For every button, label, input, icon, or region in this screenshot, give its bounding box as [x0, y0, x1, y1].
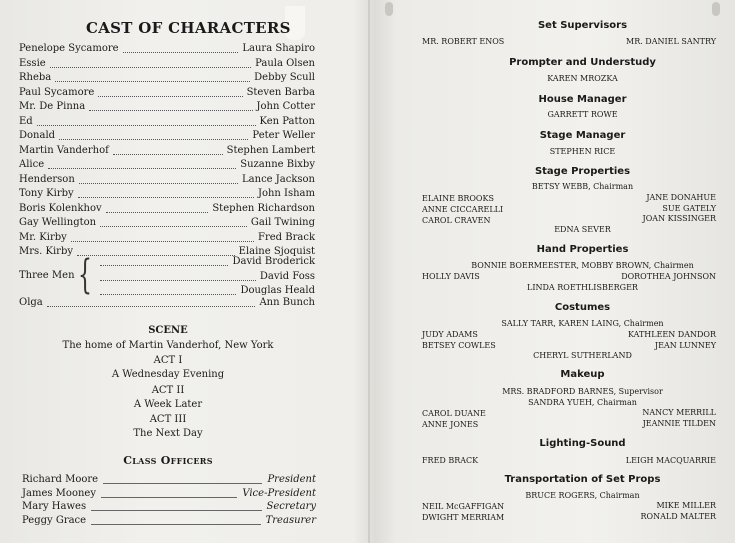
leader-dots — [100, 226, 247, 227]
leader-dots — [100, 294, 236, 295]
name: KATHLEEN DANDOR — [627, 330, 716, 339]
name: SUE GATELY — [662, 204, 716, 213]
name: LEIGH MACQUARRIE — [625, 456, 716, 465]
section-transportation: Transportation of Set Props — [504, 474, 661, 485]
cast-actor: David Broderick — [232, 256, 315, 267]
leader-dots — [55, 81, 250, 82]
cast-row — [19, 71, 315, 85]
cast-role: Martin Vanderhof — [19, 144, 109, 156]
cast-actor: Stephen Richardson — [212, 202, 315, 214]
section-house-manager: House Manager — [538, 94, 627, 105]
section-prompter: Prompter and Understudy — [509, 57, 656, 68]
cast-row — [19, 100, 315, 114]
leader-dots — [106, 212, 208, 213]
cast-actor: John Cotter — [256, 101, 315, 112]
cast-actor: Fred Brack — [258, 231, 315, 243]
name: JANE DONAHUE — [646, 193, 716, 202]
scene-place: The home of Martin Vanderhof, New York — [62, 340, 274, 351]
cast-actor: Steven Barba — [246, 86, 315, 98]
cast-role: Penelope Sycamore — [19, 43, 119, 54]
leader-dots — [113, 154, 223, 155]
cast-role: Boris Kolenkhov — [19, 202, 102, 214]
officer-title: Vice-President — [242, 487, 316, 499]
cast-actor: Ann Bunch — [259, 297, 315, 308]
name: EDNA SEVER — [554, 225, 611, 234]
cast-row — [19, 158, 315, 172]
officer-name: Peggy Grace — [22, 514, 87, 526]
cast-actor: John Isham — [257, 188, 315, 199]
name: DWIGHT MERRIAM — [422, 513, 505, 522]
scene-title: SCENE — [148, 325, 188, 336]
cast-row — [19, 173, 315, 187]
act-3-desc: The Next Day — [133, 428, 203, 439]
cast-role: Gay Wellington — [19, 217, 97, 228]
cast-actor: Suzanne Bixby — [240, 159, 315, 170]
cast-role: Rheba — [19, 72, 52, 83]
name: BETSEY COWLES — [422, 341, 496, 350]
cast-row — [19, 42, 315, 56]
name: RONALD MALTER — [640, 512, 716, 521]
name: DOROTHEA JOHNSON — [621, 272, 716, 281]
three-men-label: Three Men — [19, 270, 75, 281]
officer-name: Mary Hawes — [22, 501, 87, 512]
act-3-label: ACT III — [149, 414, 187, 425]
three-men-row — [96, 255, 315, 269]
cast-role: Alice — [19, 159, 45, 170]
name: NANCY MERRILL — [642, 408, 716, 417]
name: NEIL McGAFFIGAN — [422, 502, 505, 511]
officer-name: James Mooney — [22, 487, 96, 499]
chair-line: BONNIE BOERMEESTER, MOBBY BROWN, Chairmen — [471, 261, 694, 270]
cast-role: Henderson — [19, 173, 75, 185]
cast-heading: CAST OF CHARACTERS — [86, 19, 291, 37]
leader-dots — [123, 52, 238, 53]
cast-row — [19, 57, 315, 71]
leader-line — [101, 497, 237, 498]
name: JOAN KISSINGER — [642, 214, 716, 223]
name: FRED BRACK — [422, 456, 479, 465]
cast-row — [19, 129, 315, 143]
cast-actor: Laura Shapiro — [242, 43, 315, 54]
name: CAROL CRAVEN — [422, 216, 491, 225]
cast-role: Mr. Kirby — [19, 231, 67, 243]
cast-actor: Stephen Lambert — [226, 144, 315, 156]
cast-role: Mr. De Pinna — [19, 101, 86, 112]
leader-dots — [98, 96, 243, 97]
cast-actor: Ken Patton — [259, 115, 315, 127]
name: JEANNIE TILDEN — [642, 419, 716, 428]
section-stage-manager: Stage Manager — [539, 130, 626, 141]
leader-dots — [78, 197, 254, 198]
cast-row — [19, 231, 315, 245]
leader-line — [91, 510, 262, 511]
cast-actor: Paula Olsen — [255, 57, 315, 69]
section-set-supervisors: Set Supervisors — [537, 20, 628, 31]
chair-line: SALLY TARR, KAREN LAING, Chairmen — [501, 319, 664, 328]
officer-name: Richard Moore — [22, 474, 99, 485]
cast-role: Essie — [19, 57, 46, 69]
section-costumes: Costumes — [554, 302, 611, 313]
section-stage-properties: Stage Properties — [534, 166, 631, 177]
name: MR. ROBERT ENOS — [422, 37, 505, 46]
chair-line: SANDRA YUEH, Chairman — [528, 398, 637, 407]
leader-line — [91, 524, 261, 525]
name: ANNE JONES — [422, 420, 479, 429]
brace-glyph: { — [78, 252, 92, 298]
name: MIKE MILLER — [656, 501, 716, 510]
act-1-desc: A Wednesday Evening — [111, 369, 225, 380]
leader-dots — [71, 241, 254, 242]
officer-title: President — [267, 474, 316, 485]
name: CAROL DUANE — [422, 409, 486, 418]
cast-role: Ed — [19, 115, 33, 127]
supervisor-line: MRS. BRADFORD BARNES, Supervisor — [502, 387, 663, 396]
cast-row-olga — [19, 296, 315, 310]
name: GARRETT ROWE — [547, 110, 618, 119]
chair-line: BRUCE ROGERS, Chairman — [525, 491, 640, 500]
chair-line: BETSY WEBB, Chairman — [531, 182, 634, 191]
officer-row — [22, 487, 316, 501]
cast-actor: Elaine Sjoquist — [238, 246, 315, 257]
name: ANNE CICCARELLI — [422, 205, 504, 214]
cast-row — [19, 187, 315, 201]
three-men-row — [96, 270, 315, 284]
leader-dots — [59, 139, 248, 140]
leader-line — [103, 483, 262, 484]
cast-role: Mrs. Kirby — [19, 246, 74, 257]
officer-title: Secretary — [266, 501, 316, 512]
leader-dots — [100, 280, 256, 281]
right-page — [370, 0, 735, 543]
leader-dots — [100, 265, 228, 266]
cast-role: Donald — [19, 130, 56, 141]
officer-row — [22, 473, 316, 487]
act-1-label: ACT I — [153, 355, 183, 366]
leader-dots — [37, 125, 256, 126]
leader-dots — [48, 168, 236, 169]
cast-role: Tony Kirby — [19, 188, 74, 199]
cast-actor: Debby Scull — [254, 72, 315, 83]
cast-row — [19, 144, 315, 158]
name: KAREN MROZKA — [547, 74, 618, 83]
cast-row — [19, 216, 315, 230]
leader-dots — [89, 110, 253, 111]
cast-row — [19, 115, 315, 129]
cast-actor: Peter Weller — [252, 130, 315, 141]
officer-row — [22, 514, 316, 528]
officers-heading: Class Officers — [123, 454, 213, 467]
name: LINDA ROETHLISBERGER — [527, 283, 638, 292]
act-2-desc: A Week Later — [133, 399, 203, 410]
leader-dots — [79, 183, 238, 184]
cast-actor: Douglas Heald — [240, 285, 315, 296]
cast-row — [19, 202, 315, 216]
section-hand-properties: Hand Properties — [536, 244, 629, 255]
cast-actor: David Foss — [259, 270, 315, 282]
leader-dots — [50, 67, 251, 68]
officer-row — [22, 500, 316, 514]
name: JUDY ADAMS — [422, 330, 478, 339]
officer-title: Treasurer — [265, 514, 316, 526]
section-makeup: Makeup — [560, 369, 605, 380]
cast-row — [19, 86, 315, 100]
name: STEPHEN RICE — [549, 147, 616, 156]
cast-role: Olga — [19, 297, 43, 308]
cast-actor: Lance Jackson — [242, 173, 315, 185]
name: HOLLY DAVIS — [422, 272, 480, 281]
name: ELAINE BROOKS — [422, 194, 494, 203]
leader-dots — [47, 306, 255, 307]
section-lighting-sound: Lighting-Sound — [539, 438, 626, 449]
cast-role: Paul Sycamore — [19, 86, 95, 98]
act-2-label: ACT II — [151, 385, 185, 396]
cast-actor: Gail Twining — [250, 217, 315, 228]
name: CHERYL SUTHERLAND — [533, 351, 632, 360]
name: JEAN LUNNEY — [654, 341, 716, 350]
name: MR. DANIEL SANTRY — [626, 37, 716, 46]
